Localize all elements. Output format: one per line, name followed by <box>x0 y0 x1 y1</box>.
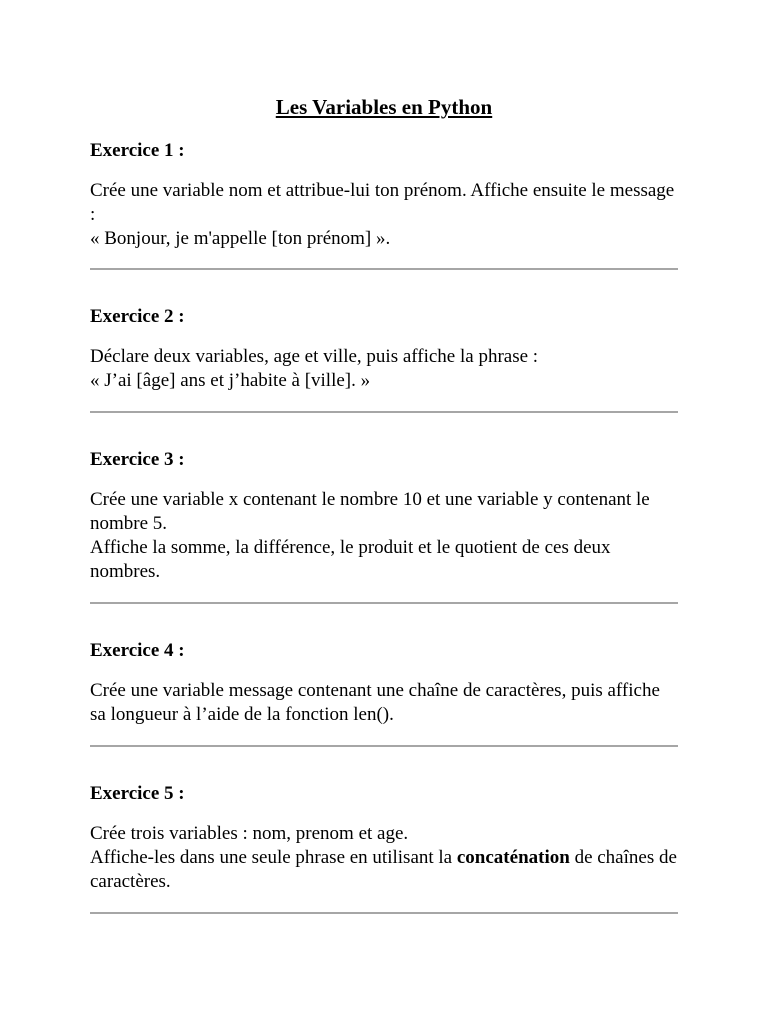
divider <box>90 411 678 413</box>
exercise-line: Crée trois variables : nom, prenom et age. <box>90 823 409 844</box>
exercise-1 <box>90 139 678 251</box>
page-title: Les Variables en Python <box>275 95 493 119</box>
exercise-rich-line <box>90 846 678 894</box>
divider <box>90 745 678 747</box>
exercise-text <box>90 345 678 393</box>
exercise-heading: Exercice 2 : <box>90 306 185 327</box>
rich-line-before: Affiche-les dans une seule phrase en utilisant la <box>90 847 457 868</box>
exercise-line: Crée une variable nom et attribue-lui ton prénom. Affiche ensuite le message : <box>90 180 675 225</box>
exercise-line: « J’ai [âge] ans et j’habite à [ville]. » <box>90 370 371 391</box>
divider <box>90 268 678 270</box>
exercise-heading: Exercice 3 : <box>90 449 185 470</box>
divider <box>90 912 678 914</box>
exercise-5 <box>90 782 678 894</box>
bold-term: concaténation <box>456 847 570 868</box>
exercise-heading: Exercice 1 : <box>90 140 185 161</box>
exercise-heading: Exercice 5 : <box>90 783 185 804</box>
exercise-heading: Exercice 4 : <box>90 640 185 661</box>
exercise-text <box>90 822 678 894</box>
exercise-4 <box>90 639 678 727</box>
rich-line-after: de chaînes de caractères. <box>90 847 677 892</box>
exercise-line: Affiche la somme, la différence, le produit et le quotient de ces deux nombres. <box>90 537 611 582</box>
exercise-text <box>90 679 678 727</box>
divider <box>90 602 678 604</box>
exercise-line: « Bonjour, je m'appelle [ton prénom] ». <box>90 228 391 249</box>
exercise-text <box>90 179 678 251</box>
exercise-line: Crée une variable message contenant une chaîne de caractères, puis affiche sa longueur à l’aide de la fonction len(). <box>90 680 660 725</box>
exercise-line: Déclare deux variables, age et ville, puis affiche la phrase : <box>90 346 539 367</box>
exercise-3 <box>90 448 678 584</box>
exercise-line: Crée une variable x contenant le nombre 10 et une variable y contenant le nombre 5. <box>90 489 650 534</box>
exercise-2 <box>90 305 678 393</box>
exercise-text <box>90 488 678 584</box>
